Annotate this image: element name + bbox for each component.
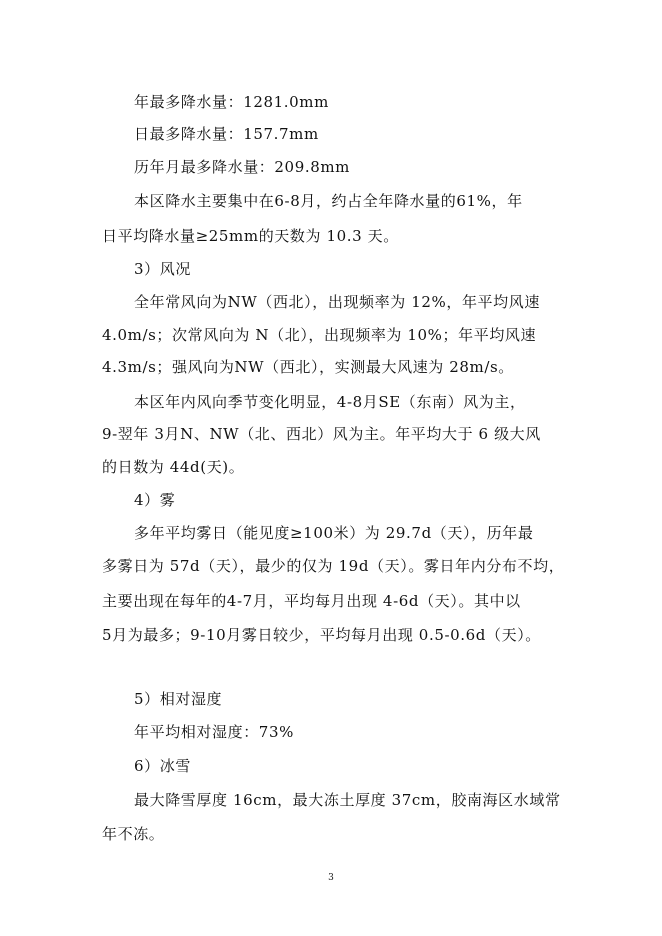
text-line-seasonal-wind: 本区年内风向季节变化明显，4-8月SE（东南）风为主，	[134, 393, 526, 411]
text-line-annual-max-precipitation: 年最多降水量：1281.0mm	[134, 93, 329, 111]
text-line-daily-max-precipitation: 日最多降水量：157.7mm	[134, 125, 319, 143]
text-line-prevailing-wind: 全年常风向为NW（西北），出现频率为 12%，年平均风速	[134, 293, 540, 311]
text-line-monthly-max-precipitation: 历年月最多降水量：209.8mm	[134, 158, 350, 176]
text-line-secondary-wind: 4.0m/s；次常风向为 N（北），出现频率为 10%；年平均风速	[102, 326, 537, 344]
text-line-precipitation-concentration: 本区降水主要集中在6-8月，约占全年降水量的61%，年	[134, 192, 523, 210]
text-line-fog-months: 主要出现在每年的4-7月，平均每月出现 4-6d（天）。其中以	[102, 592, 521, 610]
text-line-heavy-rain-days: 日平均降水量≥25mm的天数为 10.3 天。	[102, 227, 399, 245]
section-heading-wind: 3）风况	[134, 260, 191, 278]
text-line-fog-least: 5月为最多；9-10月雾日较少，平均每月出现 0.5-0.6d（天）。	[102, 626, 541, 644]
text-line-winter-wind: 9-翌年 3月N、NW（北、西北）风为主。年平均大于 6 级大风	[102, 425, 541, 443]
section-heading-ice-snow: 6）冰雪	[134, 757, 191, 775]
text-line-fog-average: 多年平均雾日（能见度≥100米）为 29.7d（天），历年最	[134, 524, 534, 542]
page-number: 3	[328, 873, 334, 883]
text-line-gale-days: 的日数为 44d(天)。	[102, 458, 245, 476]
text-line-strong-wind: 4.3m/s；强风向为NW（西北），实测最大风速为 28m/s。	[102, 358, 514, 376]
text-line-humidity: 年平均相对湿度：73%	[134, 723, 294, 741]
text-line-snow-frost: 最大降雪厚度 16cm，最大冻土厚度 37cm，胶南海区水域常	[134, 791, 561, 809]
section-heading-humidity: 5）相对湿度	[134, 690, 223, 708]
section-heading-fog: 4）雾	[134, 491, 176, 509]
text-line-fog-extremes: 多雾日为 57d（天），最少的仅为 19d（天）。雾日年内分布不均，	[102, 557, 565, 575]
text-line-not-frozen: 年不冻。	[102, 825, 165, 843]
